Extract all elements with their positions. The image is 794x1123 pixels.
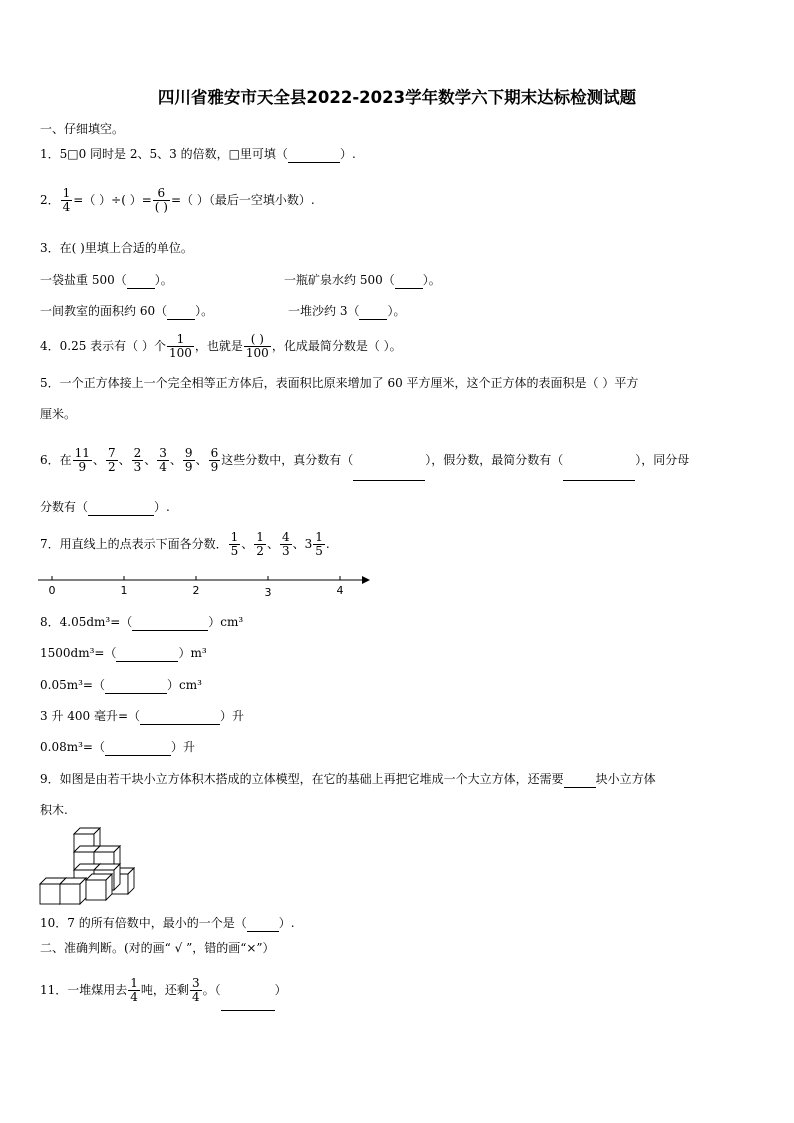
answer-blank[interactable] <box>221 970 275 1011</box>
answer-blank[interactable] <box>167 303 195 320</box>
fraction: $\frac{6}{( )}$ <box>154 186 168 214</box>
tick-label-1: 1 <box>120 584 128 597</box>
question-8c: 0.05m³=（ ）cm³ <box>40 678 202 692</box>
arrow-right-icon <box>362 576 370 584</box>
answer-blank[interactable] <box>127 272 155 289</box>
fraction: $\frac{3}{4}$ <box>159 446 167 474</box>
question-11: 11．一堆煤用去 $\frac{1}{4}$ 吨，还剩 $\frac{3}{4}$ 。（ ） <box>40 970 287 1011</box>
page-title: 四川省雅安市天全县2022-2023学年数学六下期末达标检测试题 <box>157 88 637 107</box>
question-3a: 一袋盐重 500（ ）。 <box>40 273 173 287</box>
tick-label-3: 3 <box>264 586 272 599</box>
question-3: 3．在( )里填上合适的单位。 <box>40 241 193 255</box>
question-5-line-2: 厘米。 <box>40 407 77 421</box>
question-8b: 1500dm³=（ ）m³ <box>40 646 207 660</box>
cube <box>60 878 86 904</box>
question-8d: 3 升 400 毫升=（ ）升 <box>40 709 245 723</box>
fraction: $\frac{1}{2}$ <box>256 530 264 558</box>
question-2: 2． $\frac{1}{4}$ =（ ）÷( ）= $\frac{6}{( )}$ =（ ）（最后一空填小数）. <box>40 186 315 214</box>
answer-blank-same-denominator[interactable] <box>88 499 154 516</box>
question-6: 6．在 $\frac{11}{9}$ 、 $\frac{7}{2}$ 、 $\frac{2}{3}$ 、 $\frac{3}{4}$ 、 $\frac{9}{9}$ 、 $\frac{6}{9}$ 这些分数中，真分数有（ ），假分数，最简分数有（ ），同分母 <box>40 440 689 481</box>
question-8e: 0.08m³=（ ）升 <box>40 740 195 754</box>
question-9-line-2: 积木. <box>40 803 68 817</box>
question-6-line-2: 分数有（ ）. <box>40 500 170 514</box>
question-8a: 8．4.05dm³=（ ）cm³ <box>40 615 244 629</box>
question-7: 7．用直线上的点表示下面各分数． $\frac{1}{5}$ 、 $\frac{1}{2}$ 、 $\frac{4}{3}$ 、3 $\frac{1}{5}$ . <box>40 530 330 558</box>
fraction: $\frac{( )}{100}$ <box>245 332 269 360</box>
question-9-line-1: 9．如图是由若干块小立方体积木搭成的立体模型，在它的基础上再把它堆成一个大立方体，还需要 块小立方体 <box>40 772 656 786</box>
tick-label-4: 4 <box>336 584 344 597</box>
fraction: $\frac{11}{9}$ <box>74 446 90 474</box>
question-10: 10．7 的所有倍数中，最小的一个是（ ）. <box>40 916 295 930</box>
fraction: $\frac{6}{9}$ <box>210 446 219 474</box>
answer-blank[interactable] <box>116 645 178 662</box>
section-heading-fill-blanks: 一、仔细填空。 <box>40 122 125 136</box>
fraction: $\frac{1}{4}$ <box>62 186 71 214</box>
question-1: 1．5□0 同时是 2、5、3 的倍数，□里可填（ ）. <box>40 147 356 161</box>
answer-blank[interactable] <box>105 739 171 756</box>
fraction: $\frac{4}{3}$ <box>281 530 290 558</box>
answer-blank[interactable] <box>247 915 279 932</box>
cube <box>86 874 112 900</box>
number-line <box>36 570 372 602</box>
fraction: $\frac{3}{4}$ <box>191 976 200 1004</box>
answer-blank[interactable] <box>359 303 387 320</box>
answer-blank[interactable] <box>288 146 340 163</box>
question-3b: 一瓶矿泉水约 500（ ）。 <box>284 273 441 287</box>
tick-label-0: 0 <box>48 584 56 597</box>
fraction: $\frac{7}{2}$ <box>107 446 116 474</box>
answer-blank[interactable] <box>564 771 596 788</box>
fraction: $\frac{1}{100}$ <box>168 332 192 360</box>
answer-blank-proper[interactable] <box>353 440 425 481</box>
fraction: $\frac{9}{9}$ <box>184 446 193 474</box>
fraction: $\frac{1}{4}$ <box>130 976 138 1004</box>
section-heading-true-false: 二、准确判断。(对的画“ √ ”，错的画“×”） <box>40 941 275 955</box>
answer-blank-simplest[interactable] <box>563 440 635 481</box>
fraction: $\frac{1}{5}$ <box>230 530 239 558</box>
answer-blank[interactable] <box>395 272 423 289</box>
tick-label-2: 2 <box>192 584 200 597</box>
question-3c: 一间教室的面积约 60（ ）。 <box>40 304 214 318</box>
fraction: $\frac{2}{3}$ <box>133 446 142 474</box>
question-5-line-1: 5．一个正方体接上一个完全相等正方体后，表面积比原来增加了 60 平方厘米，这个正方体的表面积是（ ）平方 <box>40 376 639 390</box>
answer-blank[interactable] <box>140 708 220 725</box>
question-4: 4．0.25 表示有（ ）个 $\frac{1}{100}$ ，也就是 $\frac{( )}{100}$ ，化成最简分数是（ ）。 <box>40 332 402 360</box>
answer-blank[interactable] <box>132 614 208 631</box>
fraction: $\frac{1}{5}$ <box>315 530 323 558</box>
answer-blank[interactable] <box>105 677 167 694</box>
question-3d: 一堆沙约 3（ ）。 <box>288 304 406 318</box>
cube-stack-figure <box>38 826 138 906</box>
